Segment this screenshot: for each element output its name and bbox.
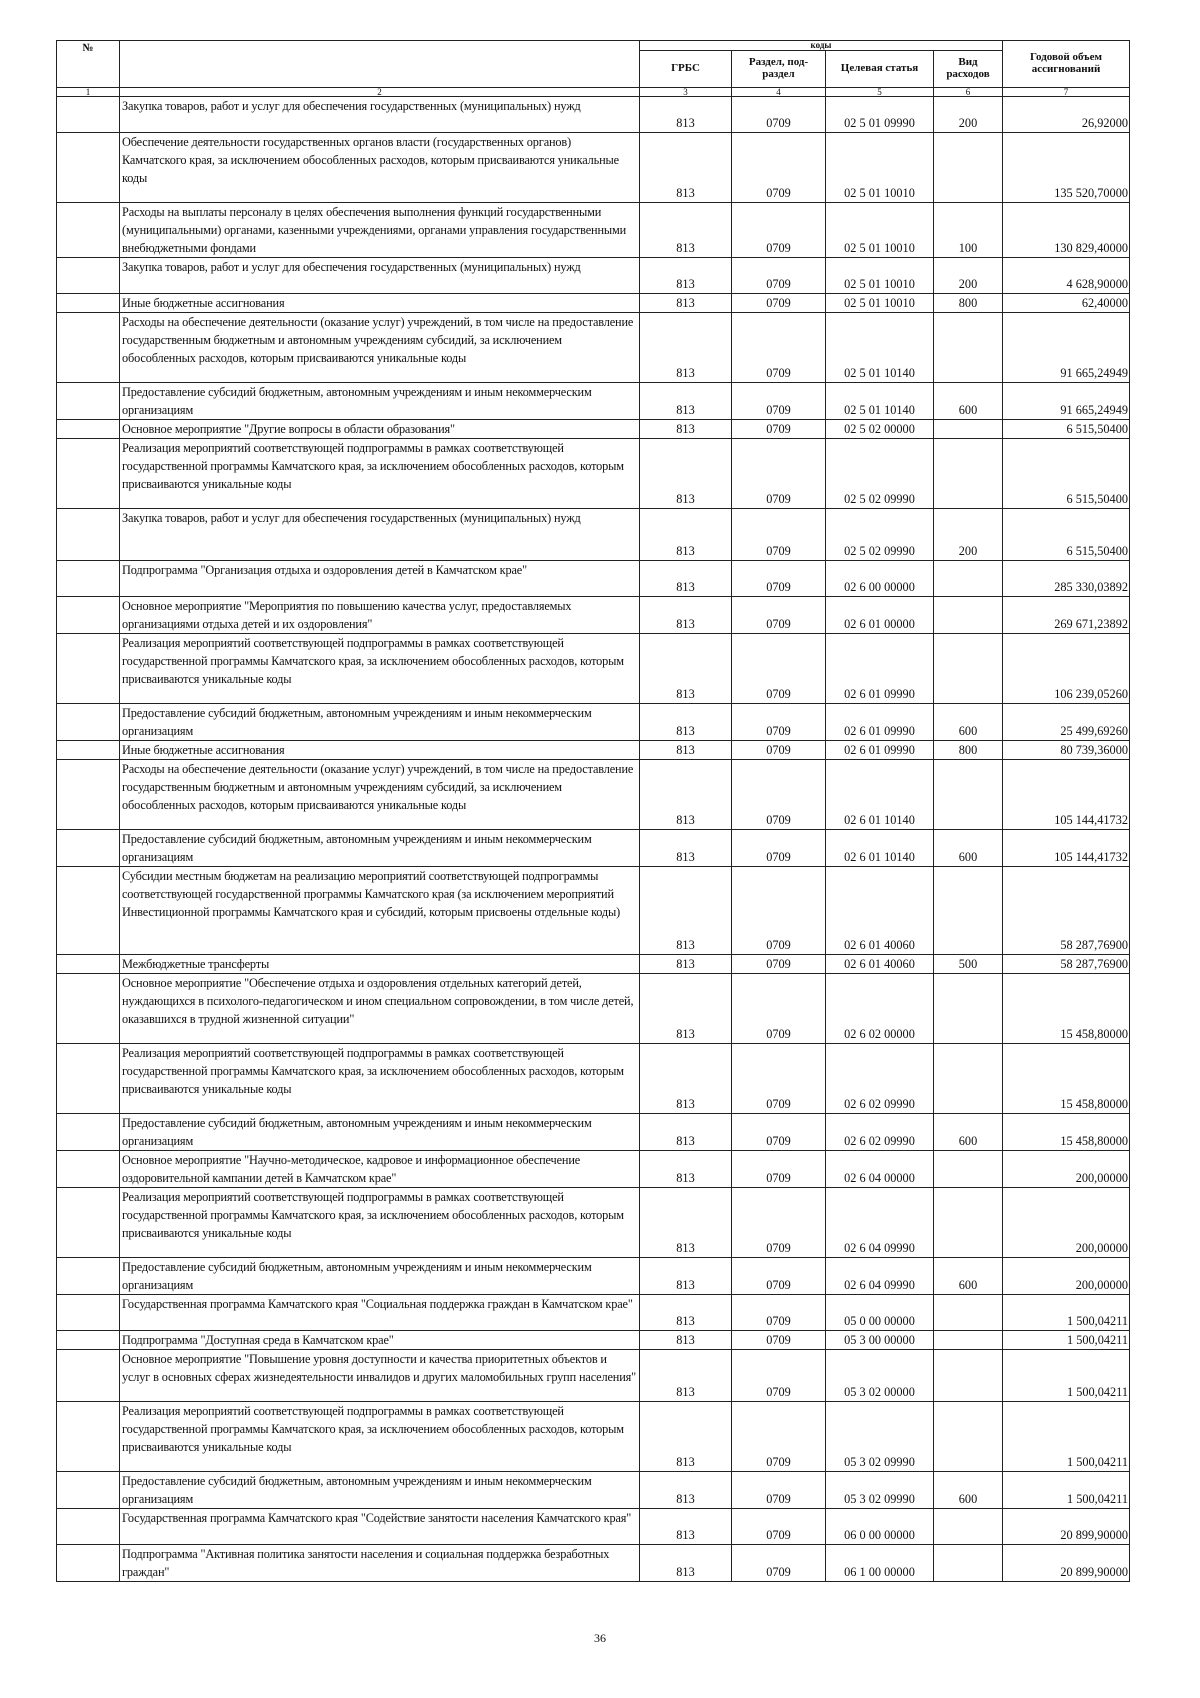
grbs-cell: 813 <box>640 313 732 383</box>
page-number: 36 <box>594 1631 606 1645</box>
target-article-cell: 02 5 01 10140 <box>826 383 934 420</box>
grbs-cell: 813 <box>640 420 732 439</box>
grbs-cell: 813 <box>640 1472 732 1509</box>
target-article-cell: 02 6 00 00000 <box>826 561 934 597</box>
grbs-cell: 813 <box>640 561 732 597</box>
grbs-cell: 813 <box>640 509 732 561</box>
target-article-cell: 02 6 02 00000 <box>826 974 934 1044</box>
expense-type-cell: 800 <box>934 294 1003 313</box>
table-row <box>57 420 1130 439</box>
item-name-cell: Подпрограмма "Организация отдыха и оздоровления детей в Камчатском крае" <box>120 561 640 597</box>
amount-cell: 80 739,36000 <box>1003 741 1130 760</box>
item-name-cell: Закупка товаров, работ и услуг для обеспечения государственных (муниципальных) нужд <box>120 509 640 561</box>
amount-cell: 20 899,90000 <box>1003 1545 1130 1582</box>
table-row <box>57 634 1130 704</box>
table-row <box>57 760 1130 830</box>
item-name-cell: Расходы на обеспечение деятельности (оказание услуг) учреждений, в том числе на предоставление государственным бюджетным и автономным учреждениям субсидий, за исключением обособленных расходов, которым присваиваются уникальные коды <box>120 760 640 830</box>
grbs-cell: 813 <box>640 704 732 741</box>
expense-type-cell: 200 <box>934 258 1003 294</box>
amount-cell: 58 287,76900 <box>1003 955 1130 974</box>
header-index-row <box>57 88 1130 97</box>
item-name-cell: Реализация мероприятий соответствующей подпрограммы в рамках соответствующей государственной программы Камчатского края, за исключением обособленных расходов, которым присваиваются уникальные коды <box>120 1044 640 1114</box>
row-number-cell <box>57 867 120 955</box>
item-name-cell: Государственная программа Камчатского края "Содействие занятости населения Камчатского края" <box>120 1509 640 1545</box>
target-article-cell: 02 5 01 09990 <box>826 97 934 133</box>
row-number-cell <box>57 383 120 420</box>
section-cell: 0709 <box>732 974 826 1044</box>
row-number-cell <box>57 1295 120 1331</box>
row-number-cell <box>57 561 120 597</box>
row-number-cell <box>57 1472 120 1509</box>
target-article-cell: 02 6 01 40060 <box>826 955 934 974</box>
header-vid: Вид расходов <box>934 51 1003 88</box>
target-article-cell: 02 5 02 09990 <box>826 509 934 561</box>
amount-cell: 200,00000 <box>1003 1151 1130 1188</box>
item-name-cell: Обеспечение деятельности государственных органов власти (государственных органов) Камчатского края, за исключением обособленных расходов, которым присваиваются уникальные коды <box>120 133 640 203</box>
target-article-cell: 05 3 00 00000 <box>826 1331 934 1350</box>
grbs-cell: 813 <box>640 867 732 955</box>
section-cell: 0709 <box>732 597 826 634</box>
section-cell: 0709 <box>732 1151 826 1188</box>
target-article-cell: 02 6 04 09990 <box>826 1258 934 1295</box>
table-row <box>57 1258 1130 1295</box>
expense-type-cell: 800 <box>934 741 1003 760</box>
table-row <box>57 704 1130 741</box>
expense-type-cell: 600 <box>934 1114 1003 1151</box>
amount-cell: 15 458,80000 <box>1003 974 1130 1044</box>
target-article-cell: 02 5 01 10010 <box>826 294 934 313</box>
amount-cell: 105 144,41732 <box>1003 830 1130 867</box>
item-name-cell: Подпрограмма "Активная политика занятости населения и социальная поддержка безработных граждан" <box>120 1545 640 1582</box>
row-number-cell <box>57 974 120 1044</box>
expense-type-cell <box>934 1331 1003 1350</box>
grbs-cell: 813 <box>640 1545 732 1582</box>
item-name-cell: Закупка товаров, работ и услуг для обеспечения государственных (муниципальных) нужд <box>120 97 640 133</box>
section-cell: 0709 <box>732 741 826 760</box>
target-article-cell: 02 6 02 09990 <box>826 1114 934 1151</box>
header-codes: коды <box>640 41 1003 51</box>
target-article-cell: 02 6 01 10140 <box>826 830 934 867</box>
amount-cell: 62,40000 <box>1003 294 1130 313</box>
expense-type-cell <box>934 1188 1003 1258</box>
row-number-cell <box>57 830 120 867</box>
expense-type-cell: 600 <box>934 1258 1003 1295</box>
row-number-cell <box>57 1350 120 1402</box>
expense-type-cell: 200 <box>934 97 1003 133</box>
section-cell: 0709 <box>732 955 826 974</box>
grbs-cell: 813 <box>640 955 732 974</box>
item-name-cell: Основное мероприятие "Повышение уровня доступности и качества приоритетных объектов и услуг в основных сферах жизнедеятельности инвалидов и других маломобильных групп населения" <box>120 1350 640 1402</box>
section-cell: 0709 <box>732 634 826 704</box>
target-article-cell: 02 6 01 09990 <box>826 634 934 704</box>
target-article-cell: 02 6 01 40060 <box>826 867 934 955</box>
amount-cell: 6 515,50400 <box>1003 439 1130 509</box>
table-row <box>57 133 1130 203</box>
header-row-codes <box>57 41 1130 51</box>
section-cell: 0709 <box>732 1402 826 1472</box>
expense-type-cell: 600 <box>934 1472 1003 1509</box>
item-name-cell: Расходы на выплаты персоналу в целях обеспечения выполнения функций государственными (муниципальными) органами, казенными учреждениями, органами управления государственными внебюджетными фондами <box>120 203 640 258</box>
table-row <box>57 597 1130 634</box>
row-number-cell <box>57 203 120 258</box>
table-row <box>57 1509 1130 1545</box>
table-row <box>57 1331 1130 1350</box>
expense-type-cell <box>934 439 1003 509</box>
section-cell: 0709 <box>732 760 826 830</box>
grbs-cell: 813 <box>640 294 732 313</box>
amount-cell: 106 239,05260 <box>1003 634 1130 704</box>
row-number-cell <box>57 1331 120 1350</box>
row-number-cell <box>57 597 120 634</box>
item-name-cell: Предоставление субсидий бюджетным, автономным учреждениям и иным некоммерческим организациям <box>120 1258 640 1295</box>
table-row <box>57 1545 1130 1582</box>
row-number-cell <box>57 97 120 133</box>
target-article-cell: 05 3 02 00000 <box>826 1350 934 1402</box>
row-number-cell <box>57 509 120 561</box>
section-cell: 0709 <box>732 313 826 383</box>
expense-type-cell <box>934 974 1003 1044</box>
target-article-cell: 05 3 02 09990 <box>826 1402 934 1472</box>
table-row <box>57 313 1130 383</box>
col-index-3: 3 <box>640 88 732 97</box>
amount-cell: 105 144,41732 <box>1003 760 1130 830</box>
grbs-cell: 813 <box>640 1509 732 1545</box>
target-article-cell: 06 0 00 00000 <box>826 1509 934 1545</box>
item-name-cell: Реализация мероприятий соответствующей подпрограммы в рамках соответствующей государственной программы Камчатского края, за исключением обособленных расходов, которым присваиваются уникальные коды <box>120 634 640 704</box>
section-cell: 0709 <box>732 97 826 133</box>
item-name-cell: Закупка товаров, работ и услуг для обеспечения государственных (муниципальных) нужд <box>120 258 640 294</box>
grbs-cell: 813 <box>640 1188 732 1258</box>
amount-cell: 1 500,04211 <box>1003 1295 1130 1331</box>
grbs-cell: 813 <box>640 1295 732 1331</box>
amount-cell: 1 500,04211 <box>1003 1331 1130 1350</box>
amount-cell: 1 500,04211 <box>1003 1472 1130 1509</box>
table-row <box>57 97 1130 133</box>
expense-type-cell <box>934 1044 1003 1114</box>
table-row <box>57 1114 1130 1151</box>
section-cell: 0709 <box>732 294 826 313</box>
grbs-cell: 813 <box>640 741 732 760</box>
expense-type-cell <box>934 1151 1003 1188</box>
table-row <box>57 439 1130 509</box>
table-row <box>57 258 1130 294</box>
col-index-5: 5 <box>826 88 934 97</box>
grbs-cell: 813 <box>640 97 732 133</box>
amount-cell: 4 628,90000 <box>1003 258 1130 294</box>
grbs-cell: 813 <box>640 760 732 830</box>
table-row <box>57 741 1130 760</box>
header-grbs: ГРБС <box>640 51 732 88</box>
table-row <box>57 955 1130 974</box>
amount-cell: 26,92000 <box>1003 97 1130 133</box>
item-name-cell: Реализация мероприятий соответствующей подпрограммы в рамках соответствующей государственной программы Камчатского края, за исключением обособленных расходов, которым присваиваются уникальные коды <box>120 1402 640 1472</box>
item-name-cell: Реализация мероприятий соответствующей подпрограммы в рамках соответствующей государственной программы Камчатского края, за исключением обособленных расходов, которым присваиваются уникальные коды <box>120 1188 640 1258</box>
row-number-cell <box>57 1114 120 1151</box>
expense-type-cell <box>934 133 1003 203</box>
target-article-cell: 02 6 02 09990 <box>826 1044 934 1114</box>
target-article-cell: 02 6 01 09990 <box>826 704 934 741</box>
item-name-cell: Основное мероприятие "Научно-методическое, кадровое и информационное обеспечение оздоровительной кампании детей в Камчатском крае" <box>120 1151 640 1188</box>
table-row <box>57 1188 1130 1258</box>
target-article-cell: 02 5 01 10010 <box>826 258 934 294</box>
section-cell: 0709 <box>732 1472 826 1509</box>
expense-type-cell <box>934 313 1003 383</box>
amount-cell: 6 515,50400 <box>1003 509 1130 561</box>
row-number-cell <box>57 258 120 294</box>
row-number-cell <box>57 1545 120 1582</box>
amount-cell: 1 500,04211 <box>1003 1402 1130 1472</box>
header-total: Годовой объем ассигнований <box>1003 41 1130 88</box>
target-article-cell: 02 6 01 00000 <box>826 597 934 634</box>
expense-type-cell <box>934 1350 1003 1402</box>
amount-cell: 6 515,50400 <box>1003 420 1130 439</box>
header-cs: Целевая статья <box>826 51 934 88</box>
table-row <box>57 561 1130 597</box>
amount-cell: 200,00000 <box>1003 1188 1130 1258</box>
table-row <box>57 203 1130 258</box>
section-cell: 0709 <box>732 420 826 439</box>
expense-type-cell: 600 <box>934 830 1003 867</box>
grbs-cell: 813 <box>640 1114 732 1151</box>
expense-type-cell <box>934 1509 1003 1545</box>
expense-type-cell <box>934 597 1003 634</box>
table-row <box>57 294 1130 313</box>
item-name-cell: Иные бюджетные ассигнования <box>120 294 640 313</box>
expense-type-cell: 500 <box>934 955 1003 974</box>
grbs-cell: 813 <box>640 1258 732 1295</box>
item-name-cell: Предоставление субсидий бюджетным, автономным учреждениям и иным некоммерческим организациям <box>120 1472 640 1509</box>
amount-cell: 91 665,24949 <box>1003 313 1130 383</box>
item-name-cell: Основное мероприятие "Обеспечение отдыха и оздоровления отдельных категорий детей, нуждающихся в психолого-педагогическом и ином специальном сопровождении, в том числе детей, оказавшихся в трудной жизненной ситуации" <box>120 974 640 1044</box>
target-article-cell: 02 6 01 10140 <box>826 760 934 830</box>
grbs-cell: 813 <box>640 1402 732 1472</box>
section-cell: 0709 <box>732 1044 826 1114</box>
col-index-6: 6 <box>934 88 1003 97</box>
table-row <box>57 867 1130 955</box>
amount-cell: 285 330,03892 <box>1003 561 1130 597</box>
row-number-cell <box>57 294 120 313</box>
amount-cell: 135 520,70000 <box>1003 133 1130 203</box>
budget-table <box>56 40 1130 1582</box>
table-row <box>57 830 1130 867</box>
row-number-cell <box>57 439 120 509</box>
expense-type-cell <box>934 420 1003 439</box>
section-cell: 0709 <box>732 704 826 741</box>
target-article-cell: 06 1 00 00000 <box>826 1545 934 1582</box>
table-row <box>57 1151 1130 1188</box>
expense-type-cell: 100 <box>934 203 1003 258</box>
section-cell: 0709 <box>732 1509 826 1545</box>
expense-type-cell <box>934 1402 1003 1472</box>
table-row <box>57 509 1130 561</box>
amount-cell: 20 899,90000 <box>1003 1509 1130 1545</box>
item-name-cell: Предоставление субсидий бюджетным, автономным учреждениям и иным некоммерческим организациям <box>120 830 640 867</box>
amount-cell: 91 665,24949 <box>1003 383 1130 420</box>
amount-cell: 58 287,76900 <box>1003 867 1130 955</box>
target-article-cell: 02 5 01 10010 <box>826 133 934 203</box>
table-row <box>57 1472 1130 1509</box>
section-cell: 0709 <box>732 1295 826 1331</box>
row-number-cell <box>57 1151 120 1188</box>
target-article-cell: 02 5 02 09990 <box>826 439 934 509</box>
target-article-cell: 02 5 01 10140 <box>826 313 934 383</box>
header-no: № <box>57 41 120 88</box>
table-row <box>57 383 1130 420</box>
expense-type-cell <box>934 760 1003 830</box>
amount-cell: 1 500,04211 <box>1003 1350 1130 1402</box>
target-article-cell: 02 6 01 09990 <box>826 741 934 760</box>
header-razdel: Раздел, под-раздел <box>732 51 826 88</box>
table-body <box>57 97 1130 1582</box>
item-name-cell: Реализация мероприятий соответствующей подпрограммы в рамках соответствующей государственной программы Камчатского края, за исключением обособленных расходов, которым присваиваются уникальные коды <box>120 439 640 509</box>
section-cell: 0709 <box>732 509 826 561</box>
section-cell: 0709 <box>732 1258 826 1295</box>
row-number-cell <box>57 1258 120 1295</box>
grbs-cell: 813 <box>640 974 732 1044</box>
row-number-cell <box>57 741 120 760</box>
row-number-cell <box>57 313 120 383</box>
section-cell: 0709 <box>732 383 826 420</box>
row-number-cell <box>57 1188 120 1258</box>
item-name-cell: Субсидии местным бюджетам на реализацию мероприятий соответствующей подпрограммы соответствующей государственной программы Камчатского края (за исключением мероприятий Инвестиционной программы Камчатского края и субсидий, которым присвоены отдельные коды) <box>120 867 640 955</box>
target-article-cell: 02 5 02 00000 <box>826 420 934 439</box>
amount-cell: 269 671,23892 <box>1003 597 1130 634</box>
grbs-cell: 813 <box>640 1151 732 1188</box>
amount-cell: 200,00000 <box>1003 1258 1130 1295</box>
section-cell: 0709 <box>732 1350 826 1402</box>
amount-cell: 15 458,80000 <box>1003 1114 1130 1151</box>
target-article-cell: 02 5 01 10010 <box>826 203 934 258</box>
item-name-cell: Предоставление субсидий бюджетным, автономным учреждениям и иным некоммерческим организациям <box>120 1114 640 1151</box>
grbs-cell: 813 <box>640 439 732 509</box>
grbs-cell: 813 <box>640 1350 732 1402</box>
amount-cell: 130 829,40000 <box>1003 203 1130 258</box>
item-name-cell: Основное мероприятие "Другие вопросы в области образования" <box>120 420 640 439</box>
grbs-cell: 813 <box>640 203 732 258</box>
section-cell: 0709 <box>732 1188 826 1258</box>
item-name-cell: Иные бюджетные ассигнования <box>120 741 640 760</box>
grbs-cell: 813 <box>640 133 732 203</box>
section-cell: 0709 <box>732 1331 826 1350</box>
section-cell: 0709 <box>732 867 826 955</box>
amount-cell: 25 499,69260 <box>1003 704 1130 741</box>
section-cell: 0709 <box>732 1114 826 1151</box>
grbs-cell: 813 <box>640 634 732 704</box>
col-index-2: 2 <box>120 88 640 97</box>
expense-type-cell <box>934 1545 1003 1582</box>
expense-type-cell: 600 <box>934 704 1003 741</box>
col-index-4: 4 <box>732 88 826 97</box>
expense-type-cell <box>934 1295 1003 1331</box>
item-name-cell: Подпрограмма "Доступная среда в Камчатском крае" <box>120 1331 640 1350</box>
item-name-cell: Предоставление субсидий бюджетным, автономным учреждениям и иным некоммерческим организациям <box>120 383 640 420</box>
section-cell: 0709 <box>732 561 826 597</box>
row-number-cell <box>57 1044 120 1114</box>
row-number-cell <box>57 1509 120 1545</box>
section-cell: 0709 <box>732 439 826 509</box>
header-name <box>120 41 640 88</box>
table-row <box>57 1350 1130 1402</box>
grbs-cell: 813 <box>640 597 732 634</box>
grbs-cell: 813 <box>640 830 732 867</box>
table-row <box>57 1402 1130 1472</box>
table-row <box>57 1295 1130 1331</box>
table-row <box>57 1044 1130 1114</box>
item-name-cell: Расходы на обеспечение деятельности (оказание услуг) учреждений, в том числе на предоставление государственным бюджетным и автономным учреждениям субсидий, за исключением обособленных расходов, которым присваиваются уникальные коды <box>120 313 640 383</box>
item-name-cell: Межбюджетные трансферты <box>120 955 640 974</box>
expense-type-cell: 600 <box>934 383 1003 420</box>
grbs-cell: 813 <box>640 1331 732 1350</box>
grbs-cell: 813 <box>640 258 732 294</box>
expense-type-cell <box>934 867 1003 955</box>
grbs-cell: 813 <box>640 1044 732 1114</box>
item-name-cell: Государственная программа Камчатского края "Социальная поддержка граждан в Камчатском крае" <box>120 1295 640 1331</box>
section-cell: 0709 <box>732 133 826 203</box>
grbs-cell: 813 <box>640 383 732 420</box>
expense-type-cell: 200 <box>934 509 1003 561</box>
expense-type-cell <box>934 634 1003 704</box>
row-number-cell <box>57 1402 120 1472</box>
col-index-1: 1 <box>57 88 120 97</box>
expense-type-cell <box>934 561 1003 597</box>
table-row <box>57 974 1130 1044</box>
row-number-cell <box>57 760 120 830</box>
section-cell: 0709 <box>732 203 826 258</box>
row-number-cell <box>57 133 120 203</box>
item-name-cell: Основное мероприятие "Мероприятия по повышению качества услуг, предоставляемых организациями отдыха детей и их оздоровления" <box>120 597 640 634</box>
row-number-cell <box>57 955 120 974</box>
section-cell: 0709 <box>732 830 826 867</box>
amount-cell: 15 458,80000 <box>1003 1044 1130 1114</box>
section-cell: 0709 <box>732 1545 826 1582</box>
target-article-cell: 02 6 04 09990 <box>826 1188 934 1258</box>
col-index-7: 7 <box>1003 88 1130 97</box>
row-number-cell <box>57 634 120 704</box>
section-cell: 0709 <box>732 258 826 294</box>
target-article-cell: 02 6 04 00000 <box>826 1151 934 1188</box>
item-name-cell: Предоставление субсидий бюджетным, автономным учреждениям и иным некоммерческим организациям <box>120 704 640 741</box>
target-article-cell: 05 3 02 09990 <box>826 1472 934 1509</box>
target-article-cell: 05 0 00 00000 <box>826 1295 934 1331</box>
row-number-cell <box>57 420 120 439</box>
row-number-cell <box>57 704 120 741</box>
